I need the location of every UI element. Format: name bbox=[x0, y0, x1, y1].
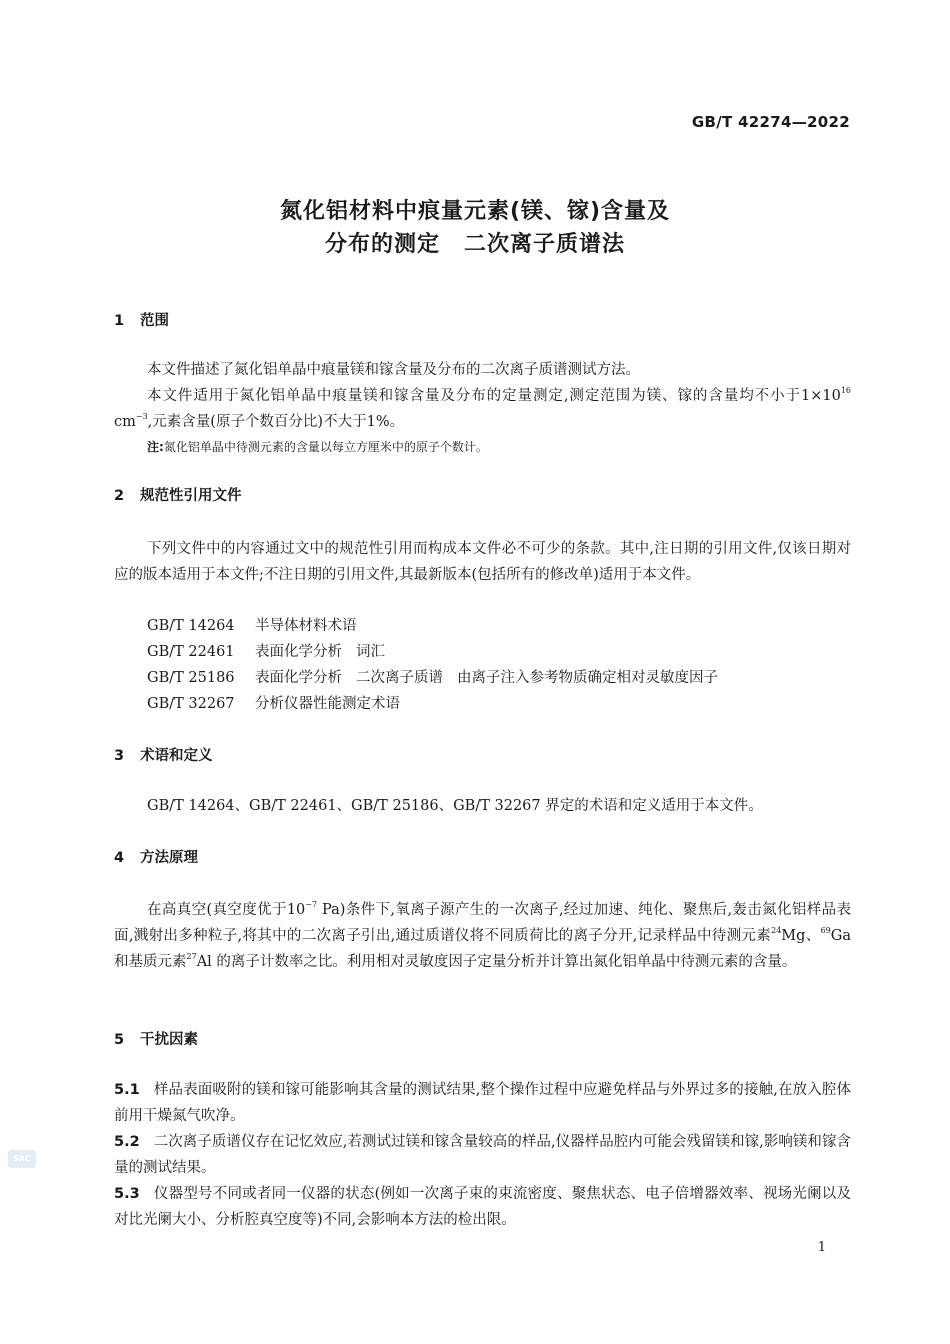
watermark-logo: SAC bbox=[8, 1150, 36, 1168]
reference-title: 半导体材料术语 bbox=[255, 618, 357, 634]
reference-item bbox=[147, 642, 385, 662]
clause-text: 样品表面吸附的镁和镓可能影响其含量的测试结果,整个操作过程中应避免样品与外界过多的接触,在放入腔体前用干燥氮气吹净。 bbox=[114, 1082, 851, 1124]
note-label: 注: bbox=[147, 440, 164, 454]
standard-code: GB/T 42274—2022 bbox=[691, 113, 850, 131]
section-number: 5 bbox=[114, 1032, 125, 1048]
section-number: 4 bbox=[114, 850, 125, 866]
section-number: 2 bbox=[114, 488, 125, 504]
title-line-2-part-b: 二次离子质谱法 bbox=[464, 232, 626, 257]
reference-subtitle: 词汇 bbox=[356, 644, 385, 660]
section-heading-scope bbox=[114, 311, 169, 331]
reference-code: GB/T 14264 bbox=[147, 618, 235, 634]
references-intro-paragraph: 下列文件中的内容通过文中的规范性引用而构成本文件必不可少的条款。其中,注日期的引用文件,仅该日期对应的版本适用于本文件;不注日期的引用文件,其最新版本(包括所有的修改单)适用于本文件。 bbox=[114, 541, 851, 583]
reference-code: GB/T 22461 bbox=[147, 644, 235, 660]
interference-item bbox=[114, 1129, 851, 1181]
clause-number: 5.1 bbox=[114, 1082, 140, 1098]
reference-subtitle: 二次离子质谱 bbox=[356, 670, 443, 686]
scope-note bbox=[147, 438, 488, 456]
scope-paragraph-1: 本文件描述了氮化铝单晶中痕量镁和镓含量及分布的二次离子质谱测试方法。 bbox=[147, 362, 640, 378]
interference-item bbox=[114, 1077, 851, 1129]
page-number: 1 bbox=[817, 1240, 826, 1255]
clause-number: 5.3 bbox=[114, 1186, 140, 1202]
section-heading-normative-references bbox=[114, 486, 242, 506]
reference-title: 分析仪器性能测定术语 bbox=[255, 696, 400, 712]
reference-item bbox=[147, 668, 718, 688]
reference-item bbox=[147, 694, 400, 714]
terms-paragraph: GB/T 14264、GB/T 22461、GB/T 25186、GB/T 32267 界定的术语和定义适用于本文件。 bbox=[147, 798, 763, 814]
document-title bbox=[0, 195, 950, 261]
reference-title: 表面化学分析 bbox=[255, 670, 342, 686]
title-line-2-part-a: 分布的测定 bbox=[324, 232, 440, 257]
clause-text: 二次离子质谱仪存在记忆效应,若测试过镁和镓含量较高的样品,仪器样品腔内可能会残留镁和镓,影响镁和镓含量的测试结果。 bbox=[114, 1134, 851, 1176]
principle-paragraph: 在高真空(真空度优于$10^{-7}$ Pa)条件下,氧离子源产生的一次离子,经过加速、纯化、聚焦后,轰击氮化铝样品表面,溅射出多种粒子,将其中的二次离子引出,通过质谱仪将不同质荷比的离子分开,记录样品中待测元素$^{24}$Mg、$^{69}$Ga 和基质元素$^{27}$Al 的离子计数率之比。利用相对灵敏度因子定量分析并计算出氮化铝单晶中待测元素的含量。 bbox=[114, 900, 851, 970]
reference-part: 由离子注入参考物质确定相对灵敏度因子 bbox=[457, 670, 718, 686]
reference-code: GB/T 25186 bbox=[147, 670, 235, 686]
reference-item bbox=[147, 616, 357, 636]
reference-code: GB/T 32267 bbox=[147, 696, 235, 712]
clause-number: 5.2 bbox=[114, 1134, 140, 1150]
section-title: 方法原理 bbox=[140, 850, 198, 866]
section-heading-principle bbox=[114, 848, 198, 868]
section-heading-interference bbox=[114, 1030, 198, 1050]
section-number: 1 bbox=[114, 313, 125, 329]
section-title: 范围 bbox=[140, 313, 169, 329]
section-title: 干扰因素 bbox=[140, 1032, 198, 1048]
scope-paragraph-2: 本文件适用于氮化铝单晶中痕量镁和镓含量及分布的定量测定,测定范围为镁、镓的含量均不小于$1\times 10^{16}$ $cm^{-3}$,元素含量(原子个数百分比)不大于1%。 bbox=[114, 386, 851, 430]
reference-title: 表面化学分析 bbox=[255, 644, 342, 660]
section-title: 术语和定义 bbox=[140, 748, 213, 764]
title-line-2 bbox=[0, 228, 950, 261]
clause-text: 仪器型号不同或者同一仪器的状态(例如一次离子束的束流密度、聚焦状态、电子倍增器效率、视场光阑以及对比光阑大小、分析腔真空度等)不同,会影响本方法的检出限。 bbox=[114, 1186, 851, 1228]
section-title: 规范性引用文件 bbox=[140, 488, 242, 504]
note-text: 氮化铝单晶中待测元素的含量以每立方厘米中的原子个数计。 bbox=[163, 440, 488, 454]
interference-item bbox=[114, 1181, 851, 1233]
section-number: 3 bbox=[114, 748, 125, 764]
section-heading-terms bbox=[114, 746, 213, 766]
title-line-1: 氮化铝材料中痕量元素(镁、镓)含量及 bbox=[279, 199, 671, 224]
